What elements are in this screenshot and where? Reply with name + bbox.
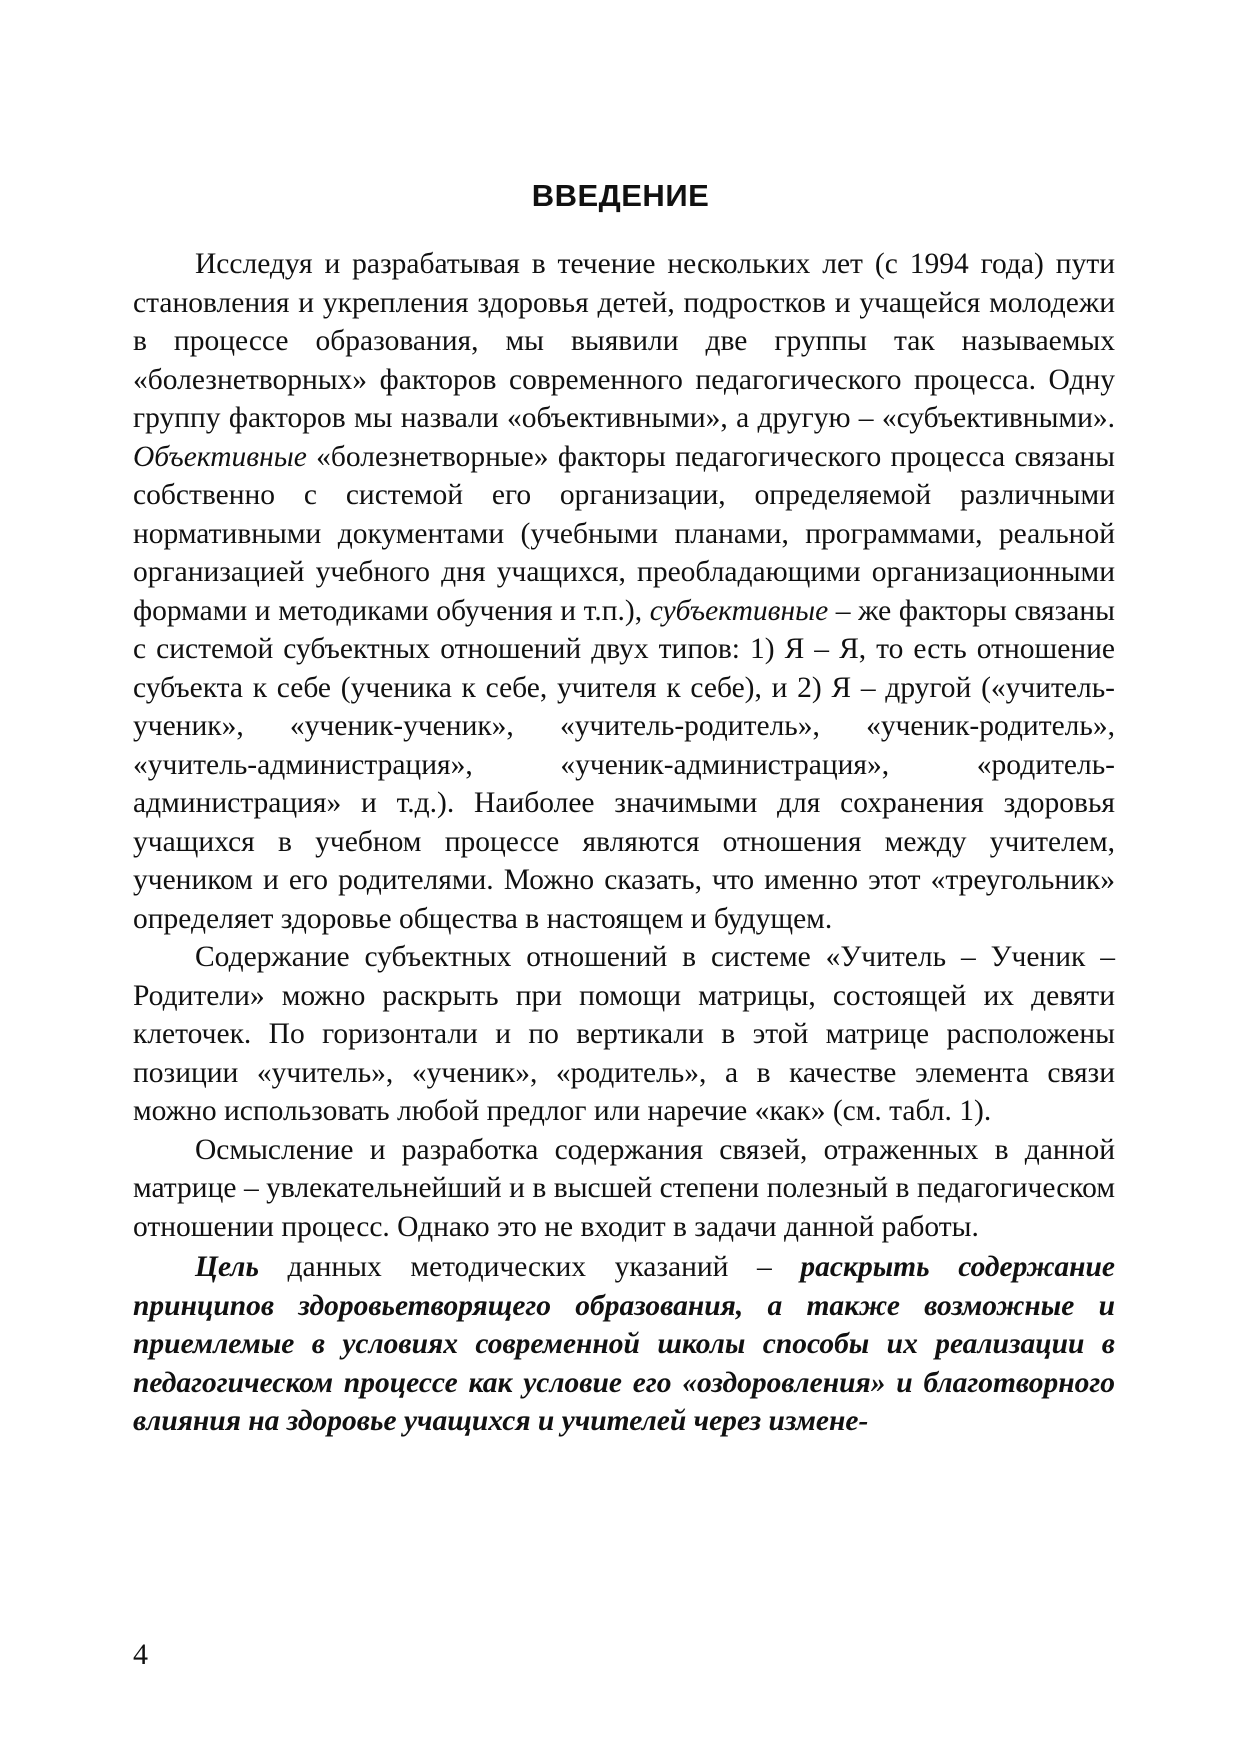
goal-middle-text: данных методических указаний – bbox=[258, 1251, 801, 1283]
paragraph-factors-text-3: – же факторы связаны с системой субъектных отношений двух типов: 1) Я – Я, то есть отношение субъекта к себе (ученика к себе, учителя к себе), и 2) Я – другой («учитель-ученик», «ученик-ученик», «учитель-родитель», «ученик-родитель», «учитель-администрация», «ученик-администрация», «родитель-администрация» и т.д.). Наиболее значимыми для сохранения здоровья учащихся в учебном процессе являются отношения между учителем, учеником и его родителями. Можно сказать, что именно этот «треугольник» определяет здоровье общества в настоящем и будущем. bbox=[133, 594, 1115, 935]
goal-emphasis-text: раскрыть содержание принципов здоровьетворящего образования, а также возможные и приемлемые в условиях современной школы способы их реализации в педагогическом процессе как условие его «оздоровления» и благотворного влияния на здоровье учащихся и учителей через измене- bbox=[133, 1251, 1115, 1437]
paragraph-comprehension: Осмысление и разработка содержания связей, отраженных в данной матрице – увлекательнейший и в высшей степени полезный в педагогическом отношении процесс. Однако это не входит в задачи данной работы. bbox=[133, 1133, 1115, 1243]
paragraph-matrix: Содержание субъектных отношений в системе «Учитель – Ученик – Родители» можно раскрыть при помощи матрицы, состоящей их девяти клеточек. По горизонтали и по вертикали в этой матрице расположены позиции «учитель», «ученик», «родитель», а в качестве элемента связи можно использовать любой предлог или наречие «как» (см. табл. 1). bbox=[133, 941, 1115, 1127]
paragraph-factors bbox=[133, 245, 1115, 938]
italic-term-objective: Объективные bbox=[133, 440, 307, 473]
italic-term-subjective: субъективные bbox=[649, 594, 829, 627]
paragraph-factors-text-2: «болезнетворные» факторы педагогического процесса связаны собственно с системой его организации, определяемой различными нормативными документами (учебными планами, программами, реальной организацией учебного дня учащихся, преобладающими организационными формами и методиками обучения и т.п.), bbox=[133, 440, 1115, 627]
section-title: ВВЕДЕНИЕ bbox=[531, 178, 710, 213]
page-number: 4 bbox=[133, 1638, 148, 1671]
goal-lead-word: Цель bbox=[195, 1251, 259, 1283]
body-text bbox=[133, 245, 1115, 1441]
paragraph-factors-text-1: Исследуя и разрабатывая в течение нескольких лет (с 1994 года) пути становления и укрепления здоровья детей, подростков и учащейся молодежи в процессе образования, мы выявили две группы так называемых «болезнетворных» факторов современного педагогического процесса. Одну группу факторов мы назвали «объективными», а другую – «субъективными». bbox=[133, 248, 1115, 434]
paragraph-goal bbox=[133, 1248, 1115, 1441]
